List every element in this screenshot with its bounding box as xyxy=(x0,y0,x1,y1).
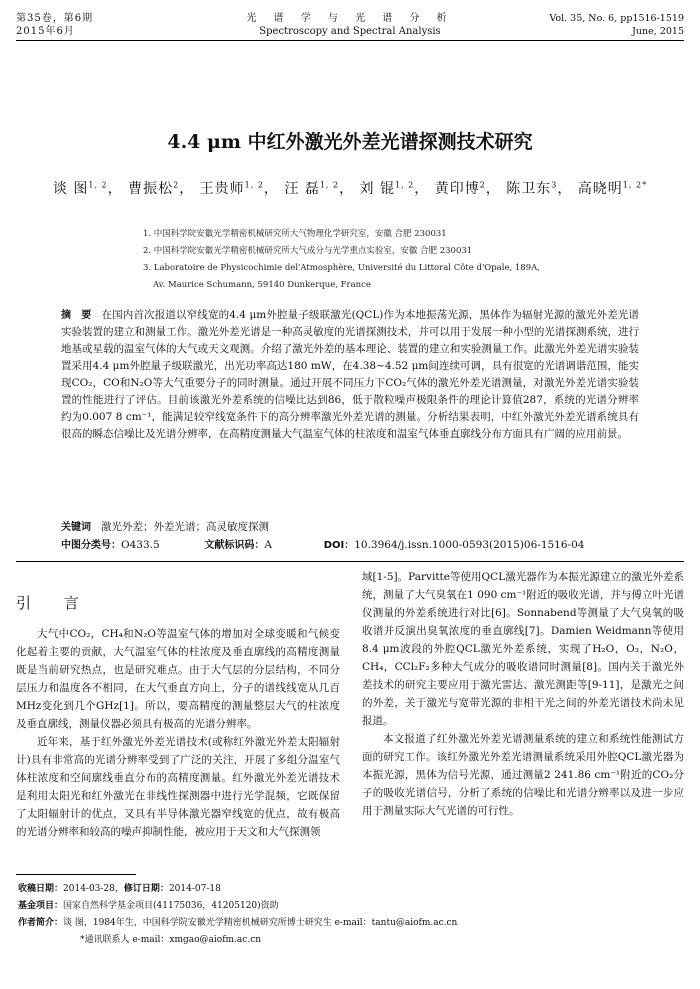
author: 黄印博$^2$ xyxy=(434,180,486,197)
author: 曹振松$^2$ xyxy=(128,180,180,197)
paragraph: 近年来，基于红外激光外差光谱技术(或称红外激光外差太阳辐射计)具有非常高的光谱分辨率受到了广泛的关注，开展了多组分温室气体柱浓度和空间廓线垂直分布的高精度测量。红外激光外差光谱技术是利用太阳光和红外激光在非线性探测器中进行光学混频，它既保留了太阳辐射计的优点，又具有半导体激光器窄线宽的优点，故有极高的光谱分辨率和较高的噪声抑制性能，被应用于天文和大气探测领 xyxy=(16,736,340,838)
affiliation-2: 2. 中国科学院安徽光学精密机械研究所大气成分与光学重点实验室，安徽 合肥 230031 xyxy=(143,246,473,256)
date-cn: 2015年6月 xyxy=(16,26,75,37)
section-rule xyxy=(16,561,684,562)
volume-cn: 第35卷，第6期 xyxy=(16,13,94,24)
journal-title-en: Spectroscopy and Spectral Analysis xyxy=(259,26,441,37)
header-rule xyxy=(16,40,684,41)
date-en: June, 2015 xyxy=(632,26,684,37)
running-header-right xyxy=(549,12,684,38)
doi-value: 10.3964/j.issn.1000-0593(2015)06-1516-04 xyxy=(354,539,585,551)
doc-code-value: A xyxy=(264,539,272,551)
abstract-label: 摘 要 xyxy=(61,310,92,321)
keywords-text: 激光外差；外差光谱；高灵敏度探测 xyxy=(101,521,269,533)
classification-line xyxy=(61,536,661,551)
clc-label: 中图分类号： xyxy=(61,540,121,551)
author: 王贵师$^{1, 2}$ xyxy=(199,180,264,197)
affiliation-3-cont: Av. Maurice Schumann, 59140 Dunkerque, France xyxy=(153,280,371,290)
paragraph: 本文报道了红外激光外差光谱测量系统的建立和系统性能测试方面的研究工作。该红外激光外差光谱测量系统采用外腔QCL激光器为本振光源，黑体为信号光源，通过测量2 241.86 cm⁻¹附近的CO₂分子的吸收光谱信号，分析了系统的信噪比和光谱分辨率以及进一步应用于测量实际大气光谱的可行性。 xyxy=(362,733,684,817)
affiliation-1: 1. 中国科学院安徽光学精密机械研究所大气物理化学研究室，安徽 合肥 230031 xyxy=(143,229,447,239)
journal-title-cn: 光 谱 学 与 光 谱 分 析 xyxy=(246,13,454,24)
doc-code-label: 文献标识码： xyxy=(204,540,265,551)
volume-en: Vol. 35, No. 6, pp1516-1519 xyxy=(549,13,684,24)
doi-label: DOI： xyxy=(323,540,355,551)
author: 谈 图$^{1, 2}$ xyxy=(52,180,108,197)
author: 汪 磊$^{1, 2}$ xyxy=(284,180,340,197)
paragraph: 域[1-5]。Parvitte等使用QCL激光器作为本振光源建立的激光外差系统，测量了大气臭氧在1 090 cm⁻¹附近的吸收光谱，并与傅立叶光谱仪测量的外差系统进行对比[6]。Sonnabend等测量了大气臭氧的吸收谱并反演出臭氧浓度的垂直廓线[7]。Damien Weidmann等使用8.4 μm波段的外腔QCL激光外差系统，实现了H₂O，O₃，N₂O，CH₄，CCl₂F₂多种大气成分的吸收谱同时测量[8]。国内关于激光外差技术的研究主要应用于激光雷达、激光测距等[9-11]，是激光之间的外差，关于激光与宽带光源的非相干光之间的外差光谱技术尚未见报道。 xyxy=(362,571,684,727)
keywords xyxy=(61,518,269,534)
footnotes xyxy=(18,881,457,949)
affiliation-3: 3. Laboratoire de Physicochimie del'Atmosphère, Université du Littoral Côte d'Opale, 189A, xyxy=(143,263,540,273)
author: 刘 锟$^{1, 2}$ xyxy=(359,180,415,197)
abstract-text: 在国内首次报道以窄线宽的4.4 μm外腔量子级联激光(QCL)作为本地振荡光源，黑体作为辐射光源的激光外差光谱实验装置的建立和测量工作。激光外差光谱是一种高灵敏度的光谱探测技术，并可以用于发展一种小型的光谱探测系统，进行地基或星载的温室气体的大气或天文观测。介绍了激光外差的基本理论、装置的建立和实验测量工作。此激光外差光谱实验装置采用4.4 μm外腔量子级联激光，出光功率高达180 mW，在4.38~4.52 μm间连续可调，具有很宽的光谱调谐范围，能实现CO₂，CO和N₂O等大气重要分子的同时测量。通过开展不同压力下CO₂气体的激光外差光谱测量，对激光外差光谱实验装置的性能进行了评估。目前该激光外差系统的信噪比达到86，低于散粒噪声极限条件的理论计算值287，系统的光谱分辨率约为0.007 8 cm⁻¹，能满足较窄线宽条件下的高分辨率激光外差光谱的测量。分析结果表明，中红外激光外差光谱系统具有很高的瞬态信噪比及光谱分辨率，在高精度测量大气温室气体的柱浓度和温室气体垂直廓线分布方面具有广阔的应用前景。 xyxy=(61,309,639,440)
affiliations xyxy=(143,226,540,294)
footnote-rule xyxy=(16,874,136,875)
keywords-label: 关键词 xyxy=(61,522,91,533)
clc-value: O433.5 xyxy=(121,539,160,551)
author: 高晓明$^{1, 2*}$ xyxy=(577,180,648,197)
abstract xyxy=(61,307,639,443)
funding: 基金项目：国家自然科学基金项目(41175036，41205120)资助 xyxy=(18,901,279,911)
section-heading: 引 言 xyxy=(16,594,93,612)
author-list: 谈 图$^{1, 2}$， 曹振松$^2$， 王贵师$^{1, 2}$， 汪 磊$^{1, 2}$， 刘 锟$^{1, 2}$， 黄印博$^2$， 陈卫东$^3$， 高晓明$^{1, 2*}$ xyxy=(52,180,648,197)
received-dates: 收稿日期：2014-03-28，修订日期：2014-07-18 xyxy=(18,884,221,894)
right-column xyxy=(362,568,684,820)
author-bio: 作者简介：谈 图，1984年生，中国科学院安徽光学精密机械研究所博士研究生 e-mail：tantu@aiofm.ac.cn xyxy=(18,918,458,928)
left-column xyxy=(16,625,340,841)
author: 陈卫东$^3$ xyxy=(506,180,558,197)
paragraph: 大气中CO₂，CH₄和N₂O等温室气体的增加对全球变暖和气候变化起着主要的贡献，大气温室气体的柱浓度及垂直廓线的高精度测量既是当前研究热点，也是研究难点。由于大气层的分层结构，不同分层压力和温度各不相同，在大气垂直方向上，分子的谱线线宽从几百MHz变化到几个GHz[1]。所以，要高精度的测量整层大气的柱浓度及垂直廓线，测量仪器必须具有极高的光谱分辨率。 xyxy=(16,628,340,730)
corresponding-author: *通讯联系人 e-mail：xmgao@aiofm.ac.cn xyxy=(80,935,262,945)
paper-title: 4.4 μm 中红外激光外差光谱探测技术研究 xyxy=(167,131,533,153)
